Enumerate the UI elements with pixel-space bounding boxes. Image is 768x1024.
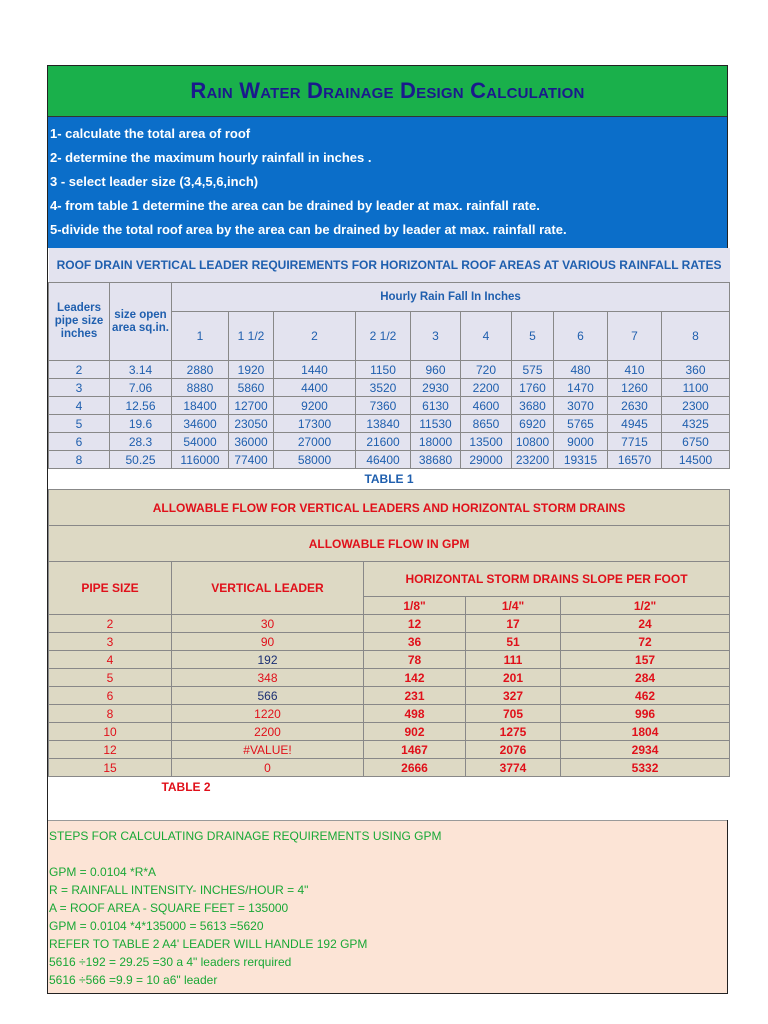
roof-area-cell: 4325 xyxy=(662,415,730,433)
roof-area-cell: 1260 xyxy=(608,379,662,397)
rainfall-header: 4 xyxy=(461,312,512,361)
table-row xyxy=(49,361,730,379)
table-row xyxy=(49,741,730,759)
roof-area-cell: 1440 xyxy=(274,361,356,379)
pipe-size-cell: 5 xyxy=(49,415,110,433)
vertical-leader-cell: 566 xyxy=(172,687,364,705)
roof-area-cell: 12700 xyxy=(229,397,274,415)
step-item: 3 - select leader size (3,4,5,6,inch) xyxy=(50,174,259,189)
table-row xyxy=(49,615,730,633)
rainfall-header: 2 xyxy=(274,312,356,361)
table-2-subcaption: ALLOWABLE FLOW IN GPM xyxy=(49,526,730,562)
notes-line: GPM = 0.0104 *4*135000 = 5613 =5620 xyxy=(49,919,264,933)
pipe-size-cell: 8 xyxy=(49,705,172,723)
vertical-leader-cell: 30 xyxy=(172,615,364,633)
pipe-size-cell: 4 xyxy=(49,651,172,669)
roof-area-cell: 58000 xyxy=(274,451,356,469)
pipe-size-cell: 4 xyxy=(49,397,110,415)
roof-area-cell: 36000 xyxy=(229,433,274,451)
flow-cell: 1275 xyxy=(466,723,561,741)
open-area-header: size open area sq.in. xyxy=(110,283,172,361)
vertical-leader-cell: 90 xyxy=(172,633,364,651)
roof-area-cell: 6920 xyxy=(512,415,554,433)
roof-area-cell: 11530 xyxy=(411,415,461,433)
rainfall-header: 6 xyxy=(554,312,608,361)
flow-cell: 462 xyxy=(561,687,730,705)
rainfall-header: 5 xyxy=(512,312,554,361)
pipe-size-cell: 2 xyxy=(49,615,172,633)
rainfall-group-header: Hourly Rain Fall In Inches xyxy=(172,283,730,312)
flow-cell: 2934 xyxy=(561,741,730,759)
open-area-cell: 19.6 xyxy=(110,415,172,433)
vertical-leader-header: VERTICAL LEADER xyxy=(172,562,364,615)
roof-area-cell: 23050 xyxy=(229,415,274,433)
rainfall-header: 3 xyxy=(411,312,461,361)
open-area-cell: 3.14 xyxy=(110,361,172,379)
roof-area-cell: 54000 xyxy=(172,433,229,451)
roof-area-cell: 960 xyxy=(411,361,461,379)
notes-line: GPM = 0.0104 *R*A xyxy=(49,865,157,879)
roof-area-cell: 27000 xyxy=(274,433,356,451)
roof-area-cell: 410 xyxy=(608,361,662,379)
flow-cell: 24 xyxy=(561,615,730,633)
roof-area-cell: 34600 xyxy=(172,415,229,433)
notes-line: REFER TO TABLE 2 A4' LEADER WILL HANDLE 192 GPM xyxy=(49,937,368,951)
open-area-cell: 12.56 xyxy=(110,397,172,415)
notes-line: A = ROOF AREA - SQUARE FEET = 135000 xyxy=(49,901,289,915)
table-row xyxy=(49,415,730,433)
flow-cell: 284 xyxy=(561,669,730,687)
pipe-size-cell: 6 xyxy=(49,433,110,451)
flow-cell: 2666 xyxy=(364,759,466,777)
table-1-caption: ROOF DRAIN VERTICAL LEADER REQUIREMENTS FOR HORIZONTAL ROOF AREAS AT VARIOUS RAINFALL RATES xyxy=(49,248,730,283)
spreadsheet xyxy=(47,65,728,994)
vertical-leader-cell: 1220 xyxy=(172,705,364,723)
notes-line: 5616 ÷192 = 29.25 =30 a 4" leaders rerquired xyxy=(49,955,292,969)
open-area-cell: 28.3 xyxy=(110,433,172,451)
rainfall-header: 1 1/2 xyxy=(229,312,274,361)
roof-area-cell: 480 xyxy=(554,361,608,379)
table-2 xyxy=(48,489,730,820)
pipe-size-cell: 6 xyxy=(49,687,172,705)
flow-cell: 327 xyxy=(466,687,561,705)
roof-area-cell: 6130 xyxy=(411,397,461,415)
table-row xyxy=(49,687,730,705)
flow-cell: 3774 xyxy=(466,759,561,777)
flow-cell: 17 xyxy=(466,615,561,633)
slope-header: 1/4" xyxy=(466,597,561,615)
flow-cell: 201 xyxy=(466,669,561,687)
flow-cell: 142 xyxy=(364,669,466,687)
flow-cell: 51 xyxy=(466,633,561,651)
roof-area-cell: 21600 xyxy=(356,433,411,451)
flow-cell: 72 xyxy=(561,633,730,651)
roof-area-cell: 4400 xyxy=(274,379,356,397)
page-title: Rain Water Drainage Design Calculation xyxy=(190,78,585,103)
roof-area-cell: 14500 xyxy=(662,451,730,469)
roof-area-cell: 4945 xyxy=(608,415,662,433)
pipe-size-cell: 3 xyxy=(49,379,110,397)
table-2-caption: ALLOWABLE FLOW FOR VERTICAL LEADERS AND HORIZONTAL STORM DRAINS xyxy=(49,490,730,526)
roof-area-cell: 18400 xyxy=(172,397,229,415)
roof-area-cell: 116000 xyxy=(172,451,229,469)
table-row xyxy=(49,651,730,669)
rainfall-header: 7 xyxy=(608,312,662,361)
flow-cell: 36 xyxy=(364,633,466,651)
notes-line: R = RAINFALL INTENSITY- INCHES/HOUR = 4" xyxy=(49,883,309,897)
table-row xyxy=(49,451,730,469)
roof-area-cell: 1150 xyxy=(356,361,411,379)
pipe-size-cell: 15 xyxy=(49,759,172,777)
roof-area-cell: 77400 xyxy=(229,451,274,469)
vertical-leader-cell: #VALUE! xyxy=(172,741,364,759)
leader-size-header: Leaders pipe size inches xyxy=(49,283,110,361)
table-row xyxy=(49,669,730,687)
roof-area-cell: 8650 xyxy=(461,415,512,433)
roof-area-cell: 720 xyxy=(461,361,512,379)
flow-cell: 157 xyxy=(561,651,730,669)
roof-area-cell: 13500 xyxy=(461,433,512,451)
step-item: 5-divide the total roof area by the area can be drained by leader at max. rainfall rate. xyxy=(50,222,567,237)
table-row xyxy=(49,723,730,741)
pipe-size-cell: 5 xyxy=(49,669,172,687)
flow-cell: 231 xyxy=(364,687,466,705)
roof-area-cell: 17300 xyxy=(274,415,356,433)
slope-header: 1/8" xyxy=(364,597,466,615)
roof-area-cell: 5860 xyxy=(229,379,274,397)
rainfall-header: 2 1/2 xyxy=(356,312,411,361)
roof-area-cell: 6750 xyxy=(662,433,730,451)
flow-cell: 1467 xyxy=(364,741,466,759)
pipe-size-header: PIPE SIZE xyxy=(49,562,172,615)
flow-cell: 5332 xyxy=(561,759,730,777)
step-item: 1- calculate the total area of roof xyxy=(50,126,251,141)
pipe-size-cell: 8 xyxy=(49,451,110,469)
vertical-leader-cell: 348 xyxy=(172,669,364,687)
flow-cell: 78 xyxy=(364,651,466,669)
rainfall-header: 8 xyxy=(662,312,730,361)
roof-area-cell: 9000 xyxy=(554,433,608,451)
roof-area-cell: 10800 xyxy=(512,433,554,451)
roof-area-cell: 2300 xyxy=(662,397,730,415)
flow-cell: 2076 xyxy=(466,741,561,759)
pipe-size-cell: 12 xyxy=(49,741,172,759)
roof-area-cell: 3070 xyxy=(554,397,608,415)
flow-cell: 498 xyxy=(364,705,466,723)
roof-area-cell: 1920 xyxy=(229,361,274,379)
vertical-leader-cell: 2200 xyxy=(172,723,364,741)
gpm-notes xyxy=(48,820,727,993)
roof-area-cell: 13840 xyxy=(356,415,411,433)
open-area-cell: 7.06 xyxy=(110,379,172,397)
roof-area-cell: 16570 xyxy=(608,451,662,469)
notes-heading: STEPS FOR CALCULATING DRAINAGE REQUIREMENTS USING GPM xyxy=(49,829,442,843)
vertical-leader-cell: 0 xyxy=(172,759,364,777)
roof-area-cell: 19315 xyxy=(554,451,608,469)
flow-cell: 111 xyxy=(466,651,561,669)
roof-area-cell: 2630 xyxy=(608,397,662,415)
steps-list xyxy=(48,117,727,248)
roof-area-cell: 1100 xyxy=(662,379,730,397)
roof-area-cell: 9200 xyxy=(274,397,356,415)
pipe-size-cell: 3 xyxy=(49,633,172,651)
table-row xyxy=(49,705,730,723)
pipe-size-cell: 10 xyxy=(49,723,172,741)
roof-area-cell: 23200 xyxy=(512,451,554,469)
roof-area-cell: 3520 xyxy=(356,379,411,397)
flow-cell: 705 xyxy=(466,705,561,723)
roof-area-cell: 1760 xyxy=(512,379,554,397)
table-row xyxy=(49,633,730,651)
table-row xyxy=(49,433,730,451)
table-1 xyxy=(48,248,730,489)
vertical-leader-cell: 192 xyxy=(172,651,364,669)
roof-area-cell: 575 xyxy=(512,361,554,379)
roof-area-cell: 2200 xyxy=(461,379,512,397)
flow-cell: 12 xyxy=(364,615,466,633)
flow-cell: 902 xyxy=(364,723,466,741)
roof-area-cell: 38680 xyxy=(411,451,461,469)
roof-area-cell: 8880 xyxy=(172,379,229,397)
roof-area-cell: 4600 xyxy=(461,397,512,415)
table-row xyxy=(49,397,730,415)
title-bar xyxy=(48,66,727,117)
table-1-label: TABLE 1 xyxy=(49,469,730,490)
horizontal-drains-header: HORIZONTAL STORM DRAINS SLOPE PER FOOT xyxy=(364,562,730,597)
notes-line: 5616 ÷566 =9.9 = 10 a6" leader xyxy=(49,973,218,987)
roof-area-cell: 18000 xyxy=(411,433,461,451)
roof-area-cell: 2880 xyxy=(172,361,229,379)
roof-area-cell: 5765 xyxy=(554,415,608,433)
flow-cell: 1804 xyxy=(561,723,730,741)
roof-area-cell: 7360 xyxy=(356,397,411,415)
step-item: 2- determine the maximum hourly rainfall in inches . xyxy=(50,150,372,165)
roof-area-cell: 2930 xyxy=(411,379,461,397)
roof-area-cell: 360 xyxy=(662,361,730,379)
table-row xyxy=(49,379,730,397)
slope-header: 1/2" xyxy=(561,597,730,615)
roof-area-cell: 7715 xyxy=(608,433,662,451)
open-area-cell: 50.25 xyxy=(110,451,172,469)
step-item: 4- from table 1 determine the area can be drained by leader at max. rainfall rate. xyxy=(50,198,540,213)
flow-cell: 996 xyxy=(561,705,730,723)
roof-area-cell: 46400 xyxy=(356,451,411,469)
roof-area-cell: 29000 xyxy=(461,451,512,469)
table-2-label: TABLE 2 xyxy=(49,777,364,798)
pipe-size-cell: 2 xyxy=(49,361,110,379)
table-row xyxy=(49,759,730,777)
rainfall-header: 1 xyxy=(172,312,229,361)
roof-area-cell: 1470 xyxy=(554,379,608,397)
roof-area-cell: 3680 xyxy=(512,397,554,415)
